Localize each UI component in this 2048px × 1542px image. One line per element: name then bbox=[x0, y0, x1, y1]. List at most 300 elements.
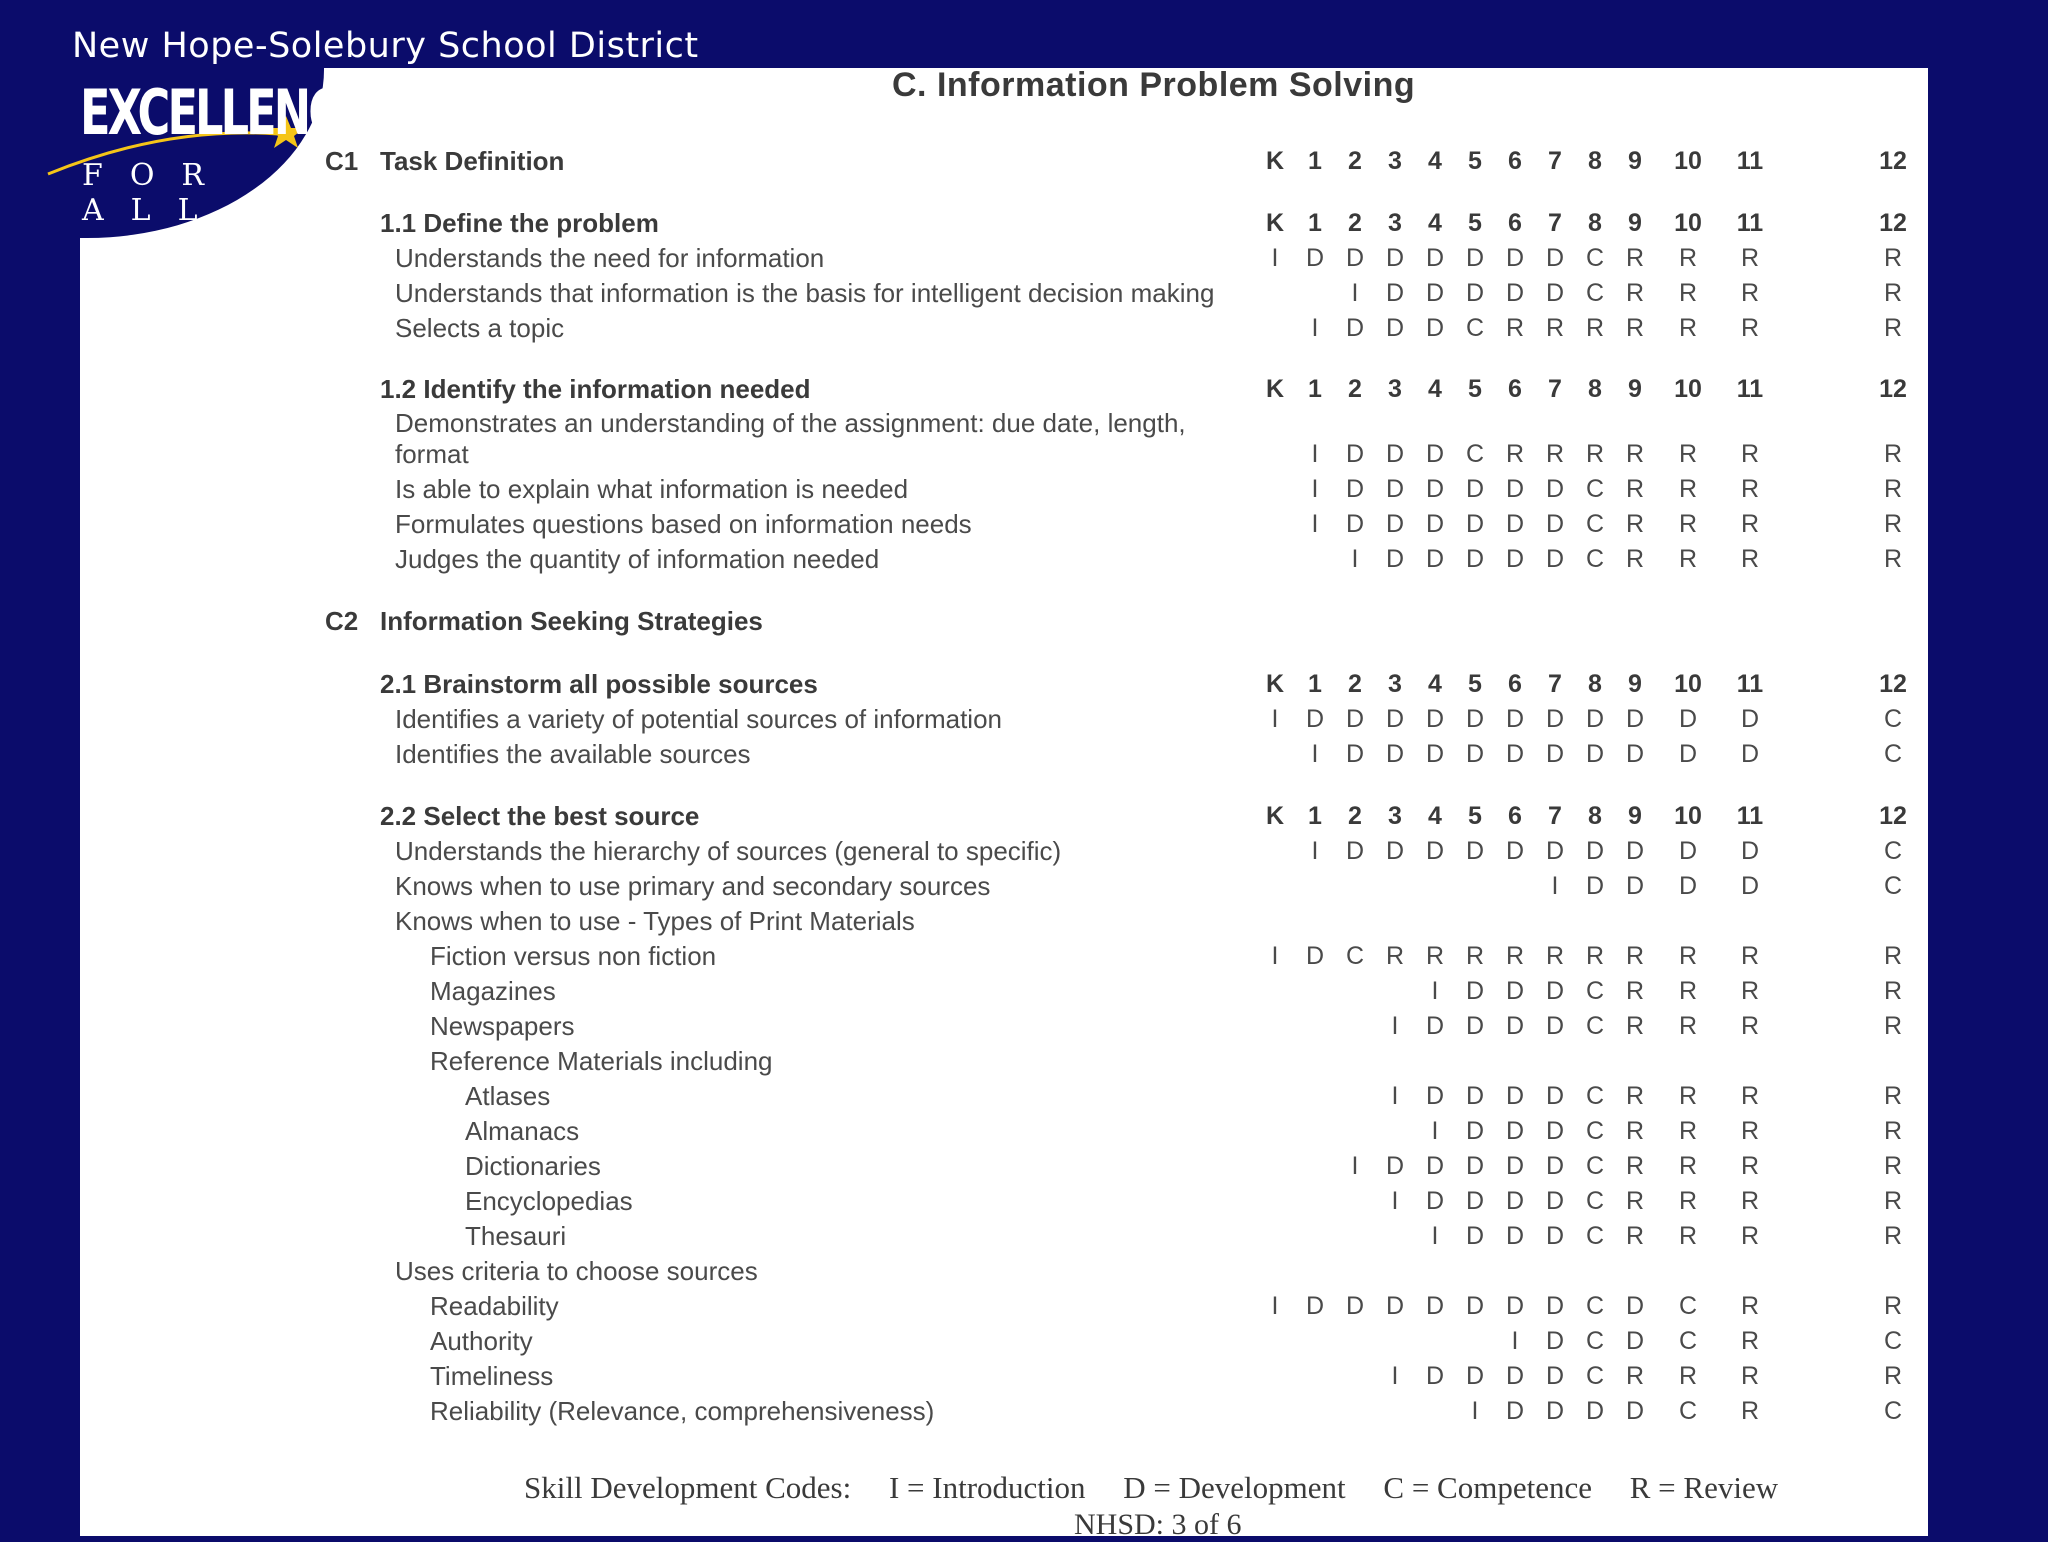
grade-cell: R bbox=[1545, 942, 1565, 970]
grade-cell: R bbox=[1505, 440, 1525, 468]
grade-cell: R bbox=[1585, 314, 1605, 342]
table-row bbox=[0, 1325, 2048, 1359]
grade-cell: D bbox=[1305, 705, 1325, 733]
table-row bbox=[0, 1045, 2048, 1079]
grade-cell: I bbox=[1351, 545, 1359, 573]
grade-cell: D bbox=[1740, 740, 1760, 768]
grade-cell: D bbox=[1425, 1082, 1445, 1110]
grade-cell: D bbox=[1425, 1292, 1445, 1320]
grade-cell: D bbox=[1505, 977, 1525, 1005]
row-label: Knows when to use - Types of Print Materials bbox=[395, 906, 915, 936]
grade-cell: R bbox=[1740, 1397, 1760, 1425]
grade-cell: 9 bbox=[1628, 670, 1642, 698]
grade-cell: 6 bbox=[1508, 147, 1522, 175]
grade-cell: C bbox=[1585, 475, 1605, 503]
table-row bbox=[0, 738, 2048, 772]
grade-cell: R bbox=[1625, 1362, 1645, 1390]
grade-cell: C bbox=[1585, 510, 1605, 538]
grade-cell: 4 bbox=[1428, 802, 1442, 830]
grade-cell: 1 bbox=[1308, 147, 1322, 175]
grade-cell: 11 bbox=[1736, 670, 1764, 698]
row-label: Thesauri bbox=[465, 1221, 567, 1251]
grade-cell: C bbox=[1883, 705, 1903, 733]
table-row bbox=[0, 1220, 2048, 1254]
grade-cell: R bbox=[1625, 1082, 1645, 1110]
section-code: C2 bbox=[325, 606, 359, 636]
table-row bbox=[0, 835, 2048, 869]
row-label: 2.1 Brainstorm all possible sources bbox=[380, 669, 818, 699]
grade-cell: I bbox=[1511, 1327, 1519, 1355]
grade-cell: C bbox=[1465, 440, 1485, 468]
grade-cell: R bbox=[1545, 440, 1565, 468]
grade-cell: D bbox=[1545, 1222, 1565, 1250]
grade-cell: D bbox=[1545, 1292, 1565, 1320]
grade-cell: R bbox=[1740, 1012, 1760, 1040]
grade-cell: I bbox=[1311, 440, 1319, 468]
grade-cell: R bbox=[1678, 1012, 1698, 1040]
row-label: Timeliness bbox=[430, 1361, 554, 1391]
grade-cell: C bbox=[1585, 1292, 1605, 1320]
grade-cell: D bbox=[1465, 1117, 1485, 1145]
grade-cell: 10 bbox=[1674, 209, 1702, 237]
grade-cell: D bbox=[1385, 545, 1405, 573]
grade-cell: R bbox=[1883, 1222, 1903, 1250]
grade-cell: D bbox=[1740, 705, 1760, 733]
row-label: Readability bbox=[430, 1291, 559, 1321]
grade-cell: D bbox=[1545, 1082, 1565, 1110]
table-row bbox=[0, 312, 2048, 346]
grade-cell: C bbox=[1585, 545, 1605, 573]
grade-cell: R bbox=[1678, 510, 1698, 538]
grade-cell: 2 bbox=[1348, 375, 1362, 403]
grade-cell: 5 bbox=[1468, 802, 1482, 830]
grade-cell: R bbox=[1740, 1362, 1760, 1390]
grade-cell: 11 bbox=[1736, 147, 1764, 175]
table-row bbox=[0, 1010, 2048, 1044]
grade-cell: D bbox=[1505, 1292, 1525, 1320]
table-row bbox=[0, 473, 2048, 507]
grade-cell: D bbox=[1345, 440, 1365, 468]
grade-cell: R bbox=[1678, 440, 1698, 468]
grade-cell: D bbox=[1545, 244, 1565, 272]
grade-cell: D bbox=[1545, 705, 1565, 733]
grade-cell: D bbox=[1545, 279, 1565, 307]
grade-cell: C bbox=[1585, 977, 1605, 1005]
grade-cell: 7 bbox=[1548, 802, 1562, 830]
table-row bbox=[0, 242, 2048, 276]
subsection-heading-row bbox=[0, 800, 2048, 834]
grade-cell: D bbox=[1305, 244, 1325, 272]
grade-cell: 12 bbox=[1879, 209, 1907, 237]
grade-cell: R bbox=[1740, 1187, 1760, 1215]
grade-cell: 6 bbox=[1508, 209, 1522, 237]
grade-cell: D bbox=[1585, 740, 1605, 768]
grade-cell: C bbox=[1883, 872, 1903, 900]
grade-cell: C bbox=[1345, 942, 1365, 970]
grade-cell: I bbox=[1311, 740, 1319, 768]
grade-cell: D bbox=[1505, 510, 1525, 538]
grade-cell: D bbox=[1385, 475, 1405, 503]
grade-cell: R bbox=[1740, 1327, 1760, 1355]
grade-cell: D bbox=[1385, 837, 1405, 865]
grade-cell: D bbox=[1345, 475, 1365, 503]
grade-cell: C bbox=[1585, 1187, 1605, 1215]
grade-cell: R bbox=[1625, 1222, 1645, 1250]
grade-cell: I bbox=[1431, 1222, 1439, 1250]
subsection-heading-row bbox=[0, 207, 2048, 241]
grade-cell: D bbox=[1465, 1292, 1485, 1320]
table-row bbox=[0, 1080, 2048, 1114]
grade-cell: I bbox=[1431, 1117, 1439, 1145]
grade-cell: R bbox=[1678, 1222, 1698, 1250]
grade-cell: 12 bbox=[1879, 670, 1907, 698]
grade-cell: K bbox=[1265, 375, 1285, 403]
grade-cell: D bbox=[1678, 872, 1698, 900]
grade-cell: 1 bbox=[1308, 375, 1322, 403]
grade-cell: D bbox=[1465, 545, 1485, 573]
grade-cell: 3 bbox=[1388, 209, 1402, 237]
grade-cell: 8 bbox=[1588, 147, 1602, 175]
grade-cell: R bbox=[1625, 545, 1645, 573]
grade-cell: D bbox=[1385, 244, 1405, 272]
grade-cell: 10 bbox=[1674, 375, 1702, 403]
grade-cell: D bbox=[1585, 1397, 1605, 1425]
grade-cell: R bbox=[1678, 1187, 1698, 1215]
grade-cell: D bbox=[1425, 1187, 1445, 1215]
grade-cell: I bbox=[1311, 475, 1319, 503]
skill-codes-legend bbox=[524, 1470, 1808, 1506]
grade-cell: C bbox=[1883, 1397, 1903, 1425]
grade-cell: R bbox=[1678, 279, 1698, 307]
grade-cell: 2 bbox=[1348, 209, 1362, 237]
grade-cell: D bbox=[1545, 977, 1565, 1005]
grade-cell: R bbox=[1585, 440, 1605, 468]
grade-cell: R bbox=[1585, 942, 1605, 970]
grade-cell: C bbox=[1585, 1222, 1605, 1250]
legend-introduction: I = Introduction bbox=[888, 1470, 1086, 1505]
grade-cell: 7 bbox=[1548, 209, 1562, 237]
grade-cell: D bbox=[1545, 1012, 1565, 1040]
grade-cell: D bbox=[1465, 1012, 1485, 1040]
grade-cell: R bbox=[1740, 1082, 1760, 1110]
grade-cell: 3 bbox=[1388, 670, 1402, 698]
grade-cell: D bbox=[1625, 1327, 1645, 1355]
grade-cell: I bbox=[1431, 977, 1439, 1005]
grade-cell: D bbox=[1740, 872, 1760, 900]
grade-cell: R bbox=[1505, 942, 1525, 970]
grade-cell: C bbox=[1678, 1327, 1698, 1355]
table-row bbox=[0, 438, 2048, 472]
grade-cell: D bbox=[1425, 244, 1445, 272]
grade-cell: 1 bbox=[1308, 802, 1322, 830]
grade-cell: D bbox=[1385, 510, 1405, 538]
grade-cell: D bbox=[1545, 1187, 1565, 1215]
grade-cell: R bbox=[1883, 942, 1903, 970]
grade-cell: R bbox=[1740, 244, 1760, 272]
grade-cell: K bbox=[1265, 802, 1285, 830]
grade-cell: D bbox=[1465, 705, 1485, 733]
grade-cell: C bbox=[1883, 1327, 1903, 1355]
row-label: Newspapers bbox=[430, 1011, 575, 1041]
grade-cell: C bbox=[1465, 314, 1485, 342]
row-label: Reference Materials including bbox=[430, 1046, 773, 1076]
grade-cell: D bbox=[1505, 279, 1525, 307]
table-row bbox=[0, 703, 2048, 737]
grade-cell: D bbox=[1545, 837, 1565, 865]
table-row bbox=[0, 940, 2048, 974]
grade-cell: I bbox=[1271, 244, 1279, 272]
subsection-heading-row bbox=[0, 373, 2048, 407]
grade-cell: D bbox=[1625, 705, 1645, 733]
grade-cell: D bbox=[1305, 1292, 1325, 1320]
grade-cell: D bbox=[1425, 510, 1445, 538]
grade-cell: R bbox=[1883, 1012, 1903, 1040]
grade-cell: R bbox=[1740, 942, 1760, 970]
grade-cell: 8 bbox=[1588, 375, 1602, 403]
grade-cell: D bbox=[1678, 740, 1698, 768]
grade-cell: D bbox=[1345, 740, 1365, 768]
grade-cell: R bbox=[1740, 475, 1760, 503]
row-label: Authority bbox=[430, 1326, 533, 1356]
legend-competence: C = Competence bbox=[1383, 1470, 1592, 1505]
grade-cell: D bbox=[1385, 440, 1405, 468]
row-label: Reliability (Relevance, comprehensiveness) bbox=[430, 1396, 935, 1426]
grade-cell: D bbox=[1505, 740, 1525, 768]
grade-cell: D bbox=[1465, 475, 1485, 503]
grade-cell: D bbox=[1505, 705, 1525, 733]
grade-cell: D bbox=[1425, 1012, 1445, 1040]
page-title: C. Information Problem Solving bbox=[892, 66, 1416, 104]
grade-cell: D bbox=[1345, 1292, 1365, 1320]
grade-cell: D bbox=[1505, 1012, 1525, 1040]
grade-cell: D bbox=[1425, 740, 1445, 768]
table-row bbox=[0, 975, 2048, 1009]
grade-cell: 8 bbox=[1588, 209, 1602, 237]
grade-cell: 8 bbox=[1588, 802, 1602, 830]
grade-cell: 5 bbox=[1468, 209, 1482, 237]
row-label: Understands the hierarchy of sources (general to specific) bbox=[395, 836, 1062, 866]
grade-cell: D bbox=[1465, 1222, 1485, 1250]
grade-cell: I bbox=[1311, 314, 1319, 342]
grade-cell: D bbox=[1505, 1082, 1525, 1110]
grade-cell: C bbox=[1883, 837, 1903, 865]
grade-cell: R bbox=[1465, 942, 1485, 970]
grade-cell: K bbox=[1265, 209, 1285, 237]
row-label: Encyclopedias bbox=[465, 1186, 633, 1216]
grade-cell: I bbox=[1391, 1012, 1399, 1040]
grade-cell: C bbox=[1585, 244, 1605, 272]
grade-cell: 1 bbox=[1308, 670, 1322, 698]
grade-cell: D bbox=[1545, 510, 1565, 538]
grade-cell: R bbox=[1740, 1222, 1760, 1250]
row-label: Knows when to use primary and secondary sources bbox=[395, 871, 991, 901]
grade-cell: R bbox=[1883, 1152, 1903, 1180]
grade-cell: R bbox=[1678, 1117, 1698, 1145]
row-label: 2.2 Select the best source bbox=[380, 801, 700, 831]
grade-cell: R bbox=[1625, 1187, 1645, 1215]
section-heading-row bbox=[0, 605, 2048, 639]
grade-cell: D bbox=[1465, 1152, 1485, 1180]
grade-cell: D bbox=[1678, 837, 1698, 865]
row-label: Magazines bbox=[430, 976, 556, 1006]
grade-cell: D bbox=[1385, 314, 1405, 342]
row-label: Fiction versus non fiction bbox=[430, 941, 717, 971]
grade-cell: I bbox=[1551, 872, 1559, 900]
grade-cell: 10 bbox=[1674, 802, 1702, 830]
grade-cell: 7 bbox=[1548, 147, 1562, 175]
grade-cell: D bbox=[1505, 1222, 1525, 1250]
grade-cell: D bbox=[1625, 1397, 1645, 1425]
grade-cell: R bbox=[1883, 510, 1903, 538]
grade-cell: R bbox=[1625, 279, 1645, 307]
grade-cell: I bbox=[1471, 1397, 1479, 1425]
grade-cell: D bbox=[1585, 837, 1605, 865]
grade-cell: R bbox=[1740, 314, 1760, 342]
grade-cell: D bbox=[1505, 1117, 1525, 1145]
row-label: Selects a topic bbox=[395, 313, 565, 343]
grade-cell: R bbox=[1625, 314, 1645, 342]
grade-cell: R bbox=[1883, 440, 1903, 468]
logo-text-excellence: EXCELLENCE bbox=[80, 76, 366, 149]
grade-cell: R bbox=[1385, 942, 1405, 970]
grade-cell: 2 bbox=[1348, 670, 1362, 698]
grade-cell: R bbox=[1625, 475, 1645, 503]
grade-cell: R bbox=[1740, 1152, 1760, 1180]
grade-cell: 4 bbox=[1428, 147, 1442, 175]
table-row bbox=[0, 1290, 2048, 1324]
row-label: Task Definition bbox=[380, 146, 565, 176]
grade-cell: C bbox=[1585, 279, 1605, 307]
row-label: Understands that information is the basis for intelligent decision making bbox=[395, 278, 1215, 308]
grade-cell: R bbox=[1883, 1082, 1903, 1110]
grade-cell: D bbox=[1505, 244, 1525, 272]
grade-cell: D bbox=[1505, 1362, 1525, 1390]
grade-cell: C bbox=[1585, 1327, 1605, 1355]
grade-cell: 2 bbox=[1348, 802, 1362, 830]
table-row bbox=[0, 1255, 2048, 1289]
grade-cell: D bbox=[1385, 1152, 1405, 1180]
grade-cell: R bbox=[1678, 942, 1698, 970]
grade-cell: C bbox=[1678, 1292, 1698, 1320]
grade-cell: R bbox=[1883, 1292, 1903, 1320]
grade-cell: 6 bbox=[1508, 375, 1522, 403]
grade-cell: 7 bbox=[1548, 670, 1562, 698]
grade-cell: D bbox=[1545, 1327, 1565, 1355]
row-label: format bbox=[395, 439, 469, 469]
row-label: Dictionaries bbox=[465, 1151, 601, 1181]
grade-cell: I bbox=[1391, 1082, 1399, 1110]
row-label: Identifies a variety of potential sources of information bbox=[395, 704, 1002, 734]
grade-cell: D bbox=[1345, 314, 1365, 342]
table-row bbox=[0, 1395, 2048, 1429]
grade-cell: R bbox=[1740, 279, 1760, 307]
grade-cell: D bbox=[1545, 1362, 1565, 1390]
grade-cell: 3 bbox=[1388, 147, 1402, 175]
grade-cell: R bbox=[1678, 1082, 1698, 1110]
grade-cell: D bbox=[1505, 837, 1525, 865]
grade-cell: 6 bbox=[1508, 802, 1522, 830]
grade-cell: D bbox=[1345, 510, 1365, 538]
grade-cell: 4 bbox=[1428, 670, 1442, 698]
row-label: Is able to explain what information is needed bbox=[395, 474, 909, 504]
grade-cell: R bbox=[1883, 1187, 1903, 1215]
row-label: Almanacs bbox=[465, 1116, 580, 1146]
grade-cell: D bbox=[1385, 279, 1405, 307]
grade-cell: R bbox=[1505, 314, 1525, 342]
grade-cell: D bbox=[1625, 1292, 1645, 1320]
grade-cell: R bbox=[1740, 510, 1760, 538]
grade-cell: C bbox=[1585, 1362, 1605, 1390]
grade-cell: I bbox=[1351, 1152, 1359, 1180]
grade-cell: 11 bbox=[1736, 209, 1764, 237]
grade-cell: D bbox=[1345, 244, 1365, 272]
grade-cell: C bbox=[1585, 1152, 1605, 1180]
grade-cell: D bbox=[1585, 705, 1605, 733]
grade-cell: D bbox=[1425, 475, 1445, 503]
grade-cell: 2 bbox=[1348, 147, 1362, 175]
grade-cell: 12 bbox=[1879, 147, 1907, 175]
row-label: Atlases bbox=[465, 1081, 551, 1111]
grade-cell: I bbox=[1391, 1362, 1399, 1390]
grade-cell: D bbox=[1385, 705, 1405, 733]
grade-cell: R bbox=[1883, 314, 1903, 342]
grade-cell: D bbox=[1545, 740, 1565, 768]
table-row bbox=[0, 508, 2048, 542]
grade-cell: R bbox=[1625, 440, 1645, 468]
grade-cell: R bbox=[1883, 977, 1903, 1005]
grade-cell: R bbox=[1625, 1117, 1645, 1145]
grade-cell: R bbox=[1625, 244, 1645, 272]
grade-cell: D bbox=[1465, 279, 1485, 307]
grade-cell: R bbox=[1625, 1152, 1645, 1180]
grade-cell: R bbox=[1740, 1292, 1760, 1320]
grade-cell: R bbox=[1625, 1012, 1645, 1040]
grade-cell: R bbox=[1883, 475, 1903, 503]
grade-cell: R bbox=[1625, 510, 1645, 538]
grade-cell: I bbox=[1351, 279, 1359, 307]
table-row bbox=[0, 407, 2048, 441]
table-row bbox=[0, 1115, 2048, 1149]
grade-cell: I bbox=[1311, 837, 1319, 865]
grade-cell: K bbox=[1265, 147, 1285, 175]
grade-cell: 8 bbox=[1588, 670, 1602, 698]
district-name: New Hope-Solebury School District bbox=[72, 26, 699, 66]
grade-cell: 9 bbox=[1628, 375, 1642, 403]
grade-cell: D bbox=[1305, 942, 1325, 970]
grade-cell: R bbox=[1425, 942, 1445, 970]
grade-cell: I bbox=[1271, 942, 1279, 970]
grade-cell: D bbox=[1545, 1397, 1565, 1425]
legend-development: D = Development bbox=[1123, 1470, 1346, 1505]
grade-cell: D bbox=[1625, 837, 1645, 865]
grade-cell: D bbox=[1465, 1187, 1485, 1215]
grade-cell: 5 bbox=[1468, 670, 1482, 698]
section-code: C1 bbox=[325, 146, 359, 176]
grade-cell: D bbox=[1385, 740, 1405, 768]
grade-cell: 1 bbox=[1308, 209, 1322, 237]
grade-cell: 4 bbox=[1428, 375, 1442, 403]
grade-cell: 12 bbox=[1879, 375, 1907, 403]
grade-cell: C bbox=[1585, 1117, 1605, 1145]
grade-cell: R bbox=[1678, 314, 1698, 342]
grade-cell: R bbox=[1883, 545, 1903, 573]
grade-cell: R bbox=[1883, 244, 1903, 272]
row-label: Uses criteria to choose sources bbox=[395, 1256, 758, 1286]
grade-cell: D bbox=[1425, 705, 1445, 733]
row-label: 1.2 Identify the information needed bbox=[380, 374, 811, 404]
grade-cell: D bbox=[1625, 872, 1645, 900]
grade-cell: 10 bbox=[1674, 147, 1702, 175]
